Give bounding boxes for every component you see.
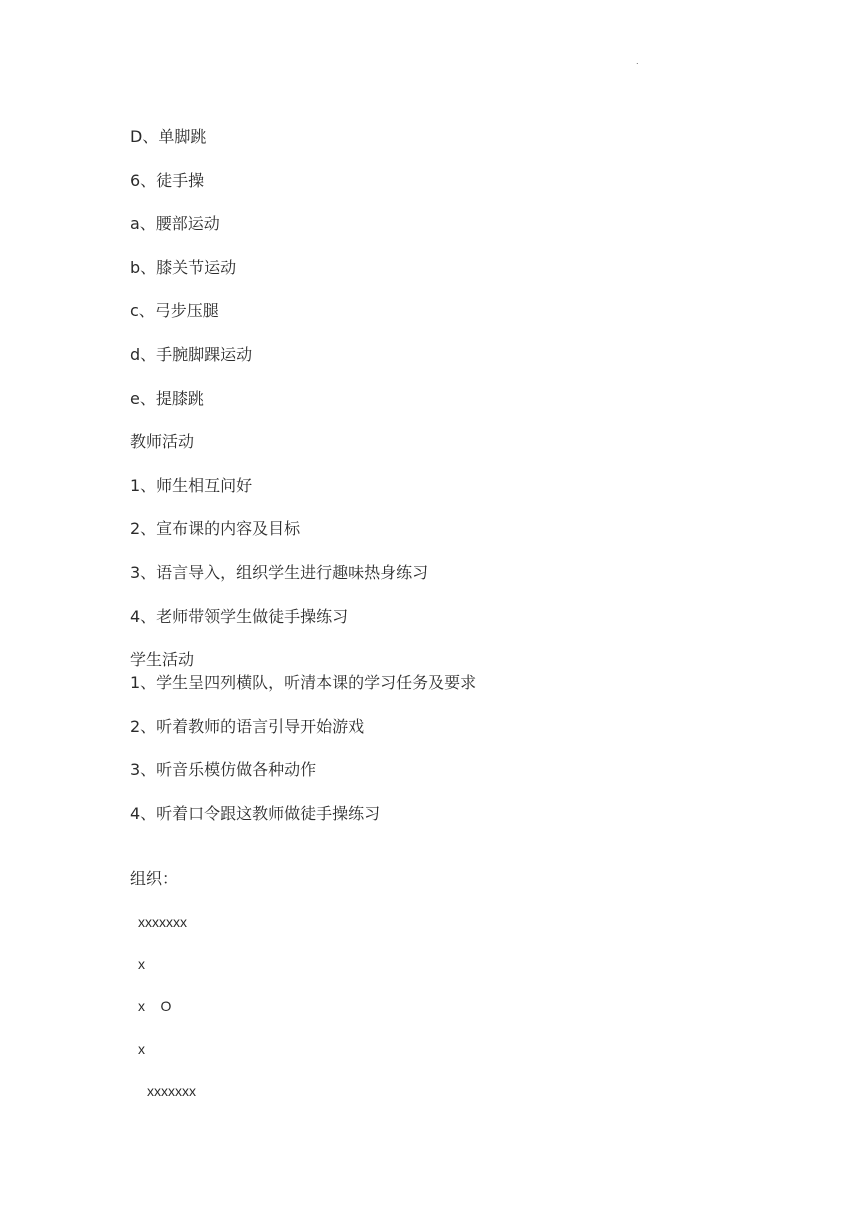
formation-row: xxxxxxx: [138, 914, 187, 930]
teacher-item: 3、语言导入，组织学生进行趣味热身练习: [130, 563, 429, 582]
warmup-item-d: D、单脚跳: [130, 127, 207, 146]
student-item: 1、学生呈四列横队，听清本课的学习任务及要求: [130, 673, 477, 692]
student-item: 4、听着口令跟这教师做徒手操练习: [130, 804, 381, 823]
teacher-item: 2、宣布课的内容及目标: [130, 519, 301, 538]
warmup-sub-c: c、弓步压腿: [130, 301, 219, 320]
teacher-item: 1、师生相互问好: [130, 476, 253, 495]
warmup-sub-b: b、膝关节运动: [130, 258, 237, 277]
warmup-sub-d: d、手腕脚踝运动: [130, 345, 253, 364]
student-item: 3、听音乐模仿做各种动作: [130, 760, 317, 779]
warmup-sub-a: a、腰部运动: [130, 214, 220, 233]
formation-row: xxxxxxx: [147, 1083, 196, 1099]
warmup-sub-e: e、提膝跳: [130, 389, 204, 408]
page-marker: .: [636, 57, 639, 66]
formation-row: x: [138, 956, 145, 972]
teacher-heading: 教师活动: [130, 432, 195, 451]
student-item: 2、听着教师的语言引导开始游戏: [130, 717, 365, 736]
organization-label: 组织：: [130, 869, 179, 888]
student-heading: 学生活动: [130, 650, 195, 669]
warmup-item-6: 6、徒手操: [130, 171, 205, 190]
formation-row: x: [138, 1041, 145, 1057]
formation-row: x O: [138, 998, 172, 1014]
teacher-item: 4、老师带领学生做徒手操练习: [130, 607, 349, 626]
